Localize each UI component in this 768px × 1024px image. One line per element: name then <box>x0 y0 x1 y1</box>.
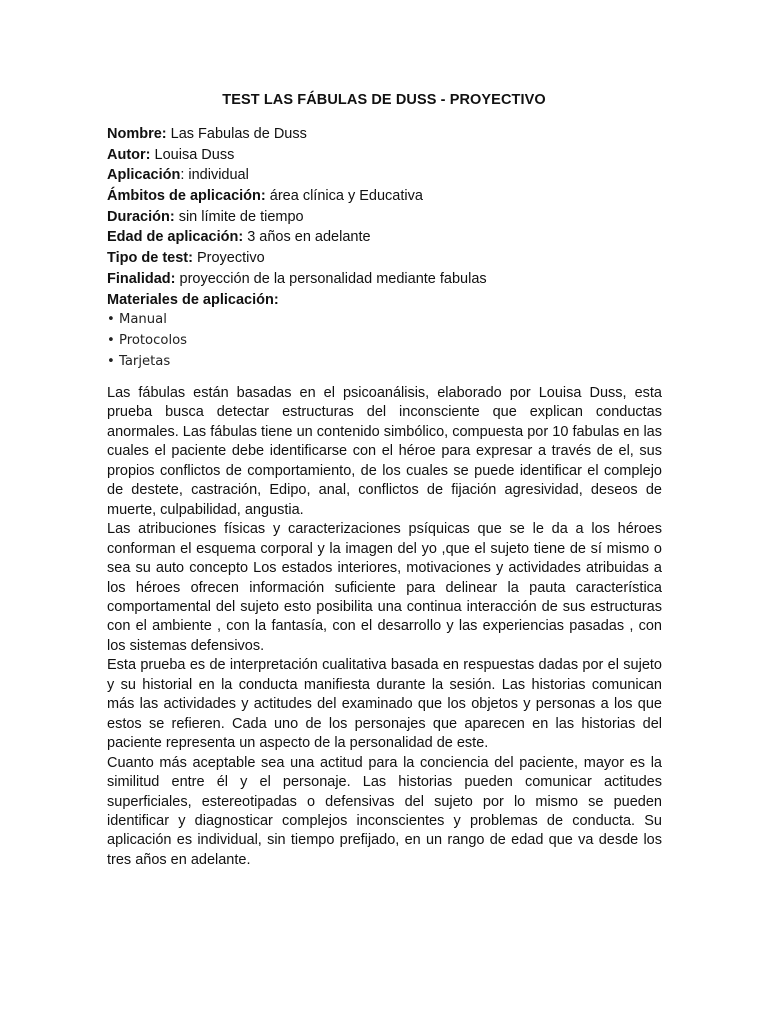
field-label: Duración: <box>107 208 175 225</box>
field-value: Proyectivo <box>192 250 265 267</box>
field-value: : individual <box>180 167 249 184</box>
field-edad <box>107 227 667 248</box>
paragraph: Las atribuciones físicas y caracterizaciones psíquicas que se le da a los héroes conforman el esquema corporal y la imagen del yo ,que el sujeto tiene de sí mismo o sea su auto concepto Los estados interiores, motivaciones y actividades atribuidas a los héroes ofrecen información suficiente para delinear la pauta característica comportamental del sujeto esto posibilita una continua interacción de sus estructuras con el ambiente , con la fantasía, con el desarrollo y las experiencias pasadas , con los sistemas defensivos. <box>107 521 662 654</box>
material-item: • Tarjetas <box>107 353 171 369</box>
field-label: Aplicación <box>107 167 181 184</box>
paragraph: Esta prueba es de interpretación cualitativa basada en respuestas dadas por el sujeto y su historial en la conducta manifiesta durante la sesión. Las historias comunican más las actividades y actitudes del examinado que los objetos y personas a los que estos se refieren. Cada uno de los personajes que aparecen en las historias del paciente representa un aspecto de la personalidad de este. <box>107 657 662 752</box>
material-item: • Protocolos <box>107 332 188 348</box>
paragraph: Las fábulas están basadas en el psicoanálisis, elaborado por Louisa Duss, esta prueba busca detectar estructuras del inconsciente que explican conductas anormales. Las fábulas tiene un contenido simbólico, compuesta por 10 fabulas en las cuales el paciente debe identificarse con el héroe para expresar a través de el, sus propios conflictos de comportamiento, de los cuales se puede identificar el complejo de destete, castración, Edipo, anal, conflictos de fijación agresividad, deseos de muerte, culpabilidad, angustia. <box>107 385 662 518</box>
field-label: Finalidad: <box>107 270 176 287</box>
field-label: Ámbitos de aplicación: <box>107 188 266 205</box>
field-label: Tipo de test: <box>107 250 193 267</box>
document-title: TEST LAS FÁBULAS DE DUSS - PROYECTIVO <box>222 92 546 108</box>
field-nombre <box>107 124 667 145</box>
field-ambitos <box>107 186 667 207</box>
field-aplicacion <box>107 165 667 186</box>
field-tipo <box>107 248 667 269</box>
field-label: Edad de aplicación: <box>107 229 244 246</box>
field-value: 3 años en adelante <box>243 229 371 246</box>
field-value: Louisa Duss <box>150 146 235 163</box>
field-finalidad <box>107 269 667 290</box>
field-autor <box>107 145 667 166</box>
field-duracion <box>107 207 667 228</box>
field-value: Las Fabulas de Duss <box>166 126 307 142</box>
field-value: área clínica y Educativa <box>265 188 423 205</box>
material-item: • Manual <box>107 312 167 328</box>
field-value: sin límite de tiempo <box>174 208 304 225</box>
field-value: proyección de la personalidad mediante fabulas <box>175 270 487 287</box>
field-label: Nombre: <box>107 126 167 142</box>
materials-heading: Materiales de aplicación: <box>107 291 279 308</box>
field-label: Autor: <box>107 146 151 163</box>
body-text <box>107 384 662 870</box>
test-info-fields <box>107 124 667 373</box>
paragraph: Cuanto más aceptable sea una actitud para la conciencia del paciente, mayor es la similitud entre él y el personaje. Las historias pueden comunicar actitudes superficiales, estereotipadas o defensivas del sujeto por lo mismo se pueden identificar y diagnosticar complejos inconscientes y problemas de conducta. Su aplicación es individual, sin tiempo prefijado, en un rango de edad que va desde los tres años en adelante. <box>107 754 662 868</box>
